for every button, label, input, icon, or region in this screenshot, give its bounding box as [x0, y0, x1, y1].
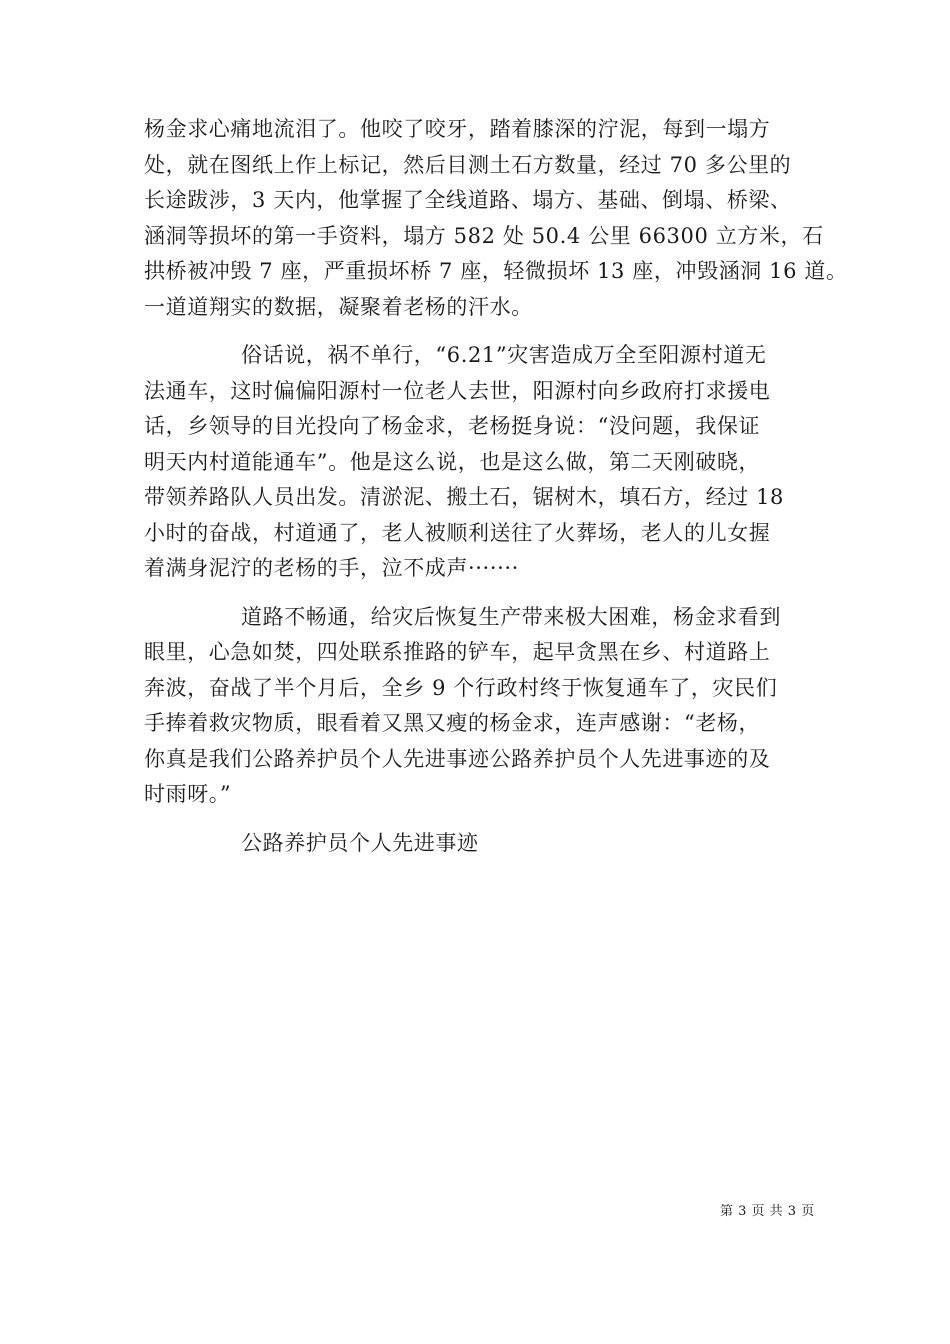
closing-title-line: 公路养护员个人先进事迹 [241, 830, 479, 855]
paragraph-line: 小时的奋战，村道通了，老人被顺利送往了火葬场，老人的儿女握 [144, 520, 771, 545]
paragraph-spacer [144, 325, 824, 338]
paragraph-spacer [144, 587, 824, 600]
paragraph-line: 着满身泥泞的老杨的手，泣不成声······· [144, 556, 519, 580]
paragraph-line: 时雨呀。” [144, 782, 232, 806]
paragraph-line: 杨金求心痛地流泪了。他咬了咬牙，踏着膝深的泞泥，每到一塌方 [144, 117, 771, 141]
paragraph-line: 一道道翔实的数据，凝聚着老杨的汗水。 [144, 294, 533, 319]
paragraph-line: 眼里，心急如焚，四处联系推路的铲车，起早贪黑在乡、村道路上 [144, 640, 771, 664]
paragraph-line: 拱桥被冲毁 7 座，严重损坏桥 7 座，轻微损坏 13 座，冲毁涵洞 16 道。 [144, 259, 848, 283]
paragraph-line: 道路不畅通，给灾后恢复生产带来极大困难，杨金求看到 [241, 604, 781, 629]
paragraph-line: 话，乡领导的目光投向了杨金求，老杨挺身说：“没问题，我保证 [144, 414, 761, 438]
paragraph-spacer [144, 813, 824, 826]
paragraph-line: 带领养路队人员出发。清淤泥、搬土石，锯树木，填石方，经过 18 [144, 485, 784, 509]
paragraph-line: 你真是我们公路养护员个人先进事迹公路养护员个人先进事迹的及 [144, 746, 771, 771]
paragraph-line: 法通车，这时偏偏阳源村一位老人去世，阳源村向乡政府打求援电 [144, 378, 771, 403]
document-body [144, 112, 848, 861]
paragraph-2 [144, 338, 824, 587]
page-number-footer: 第 3 页 共 3 页 [720, 1204, 815, 1219]
paragraph-line: 明天内村道能通车”。他是这么说，也是这么做，第二天刚破晓， [144, 449, 761, 474]
paragraph-line: 涵洞等损坏的第一手资料，塌方 582 处 50.4 公里 66300 立方米，石 [144, 223, 824, 248]
paragraph-line: 奔波，奋战了半个月后，全乡 9 个行政村终于恢复通车了，灾民们 [144, 675, 778, 700]
paragraph-line: 处，就在图纸上作上标记，然后目测土石方数量，经过 70 多公里的 [144, 152, 792, 177]
paragraph-line: 手捧着救灾物质，眼看着又黑又瘦的杨金求，连声感谢：“老杨， [144, 711, 761, 735]
paragraph-line: 俗话说，祸不单行，“6.21”灾害造成万全至阳源村道无 [241, 343, 767, 367]
paragraph-line: 长途跋涉，3 天内，他掌握了全线道路、塌方、基础、倒塌、桥梁、 [144, 188, 792, 212]
paragraph-1 [144, 112, 848, 325]
paragraph-3 [144, 600, 824, 813]
